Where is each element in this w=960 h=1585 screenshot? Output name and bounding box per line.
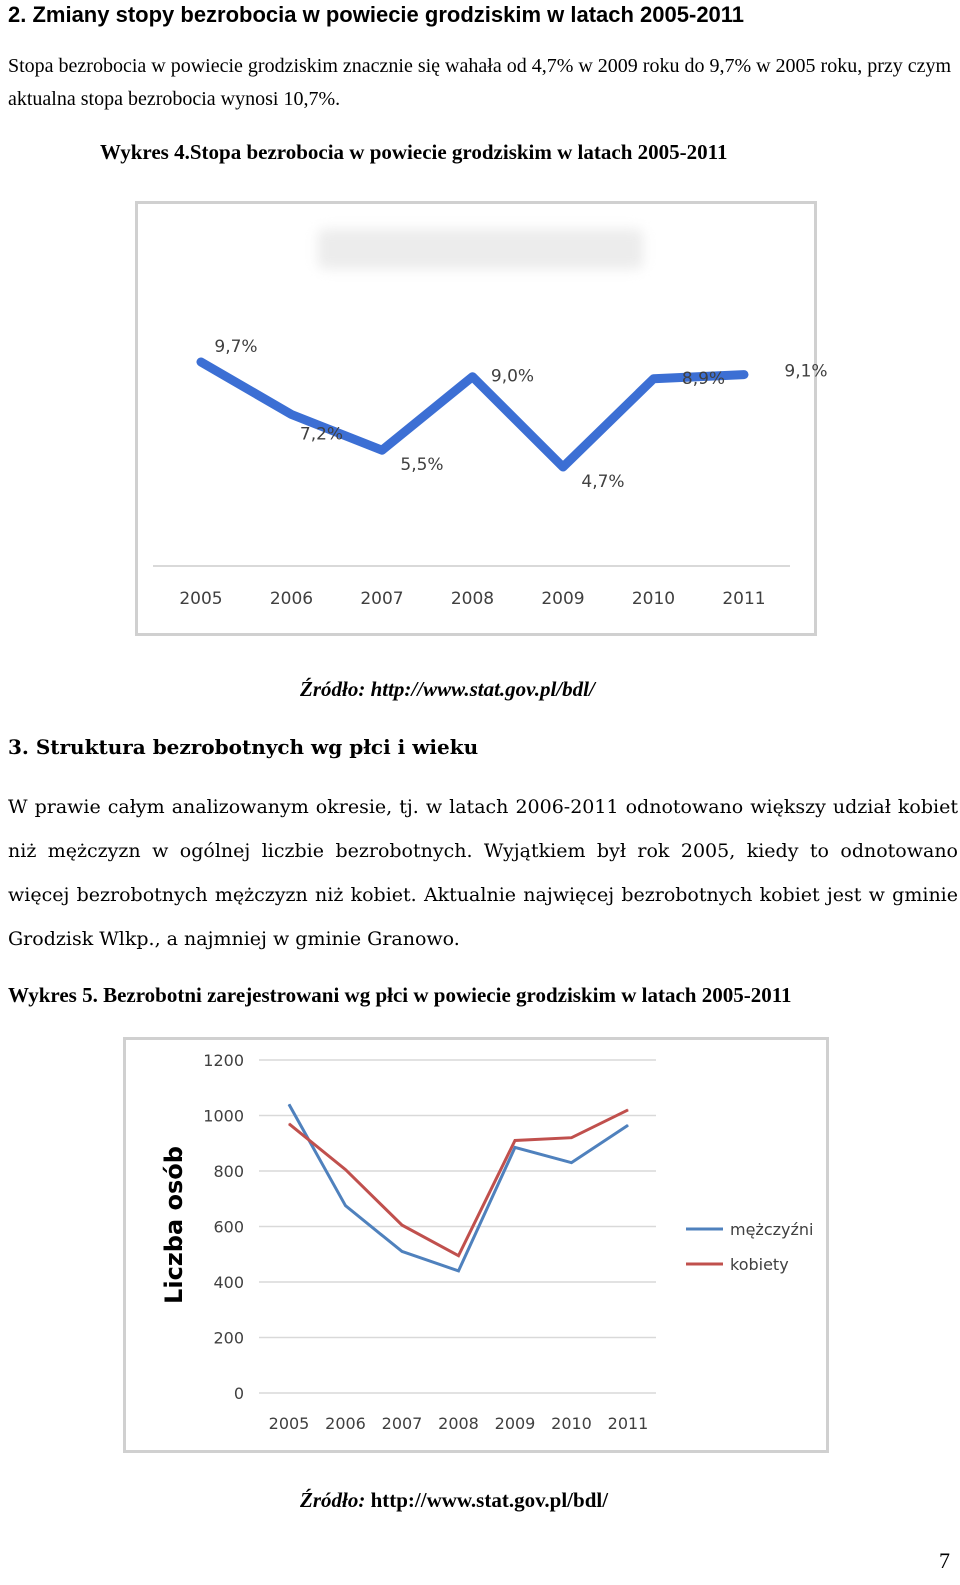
y-tick-label: 1200: [203, 1051, 244, 1070]
y-tick-label: 1000: [203, 1106, 244, 1126]
data-point: [571, 1137, 572, 1138]
x-tick-label: 2008: [450, 589, 495, 609]
chart-5-frame: [123, 1037, 829, 1453]
data-point: [628, 1109, 629, 1110]
data-label: 8,9%: [681, 368, 726, 389]
x-tick-label: 2006: [269, 589, 314, 609]
chart-4-caption: [100, 140, 727, 165]
data-point: [571, 1162, 572, 1163]
legend-label: kobiety: [730, 1255, 789, 1274]
data-point: [289, 1104, 290, 1105]
data-point: [200, 361, 202, 363]
data-point: [458, 1255, 459, 1256]
series-line-women: [289, 1110, 628, 1256]
x-tick-label: 2009: [494, 1414, 536, 1433]
x-tick-label: 2011: [722, 589, 766, 609]
chart-4-svg: [138, 204, 828, 633]
chart-4-caption-label: Wykres 4.: [100, 140, 190, 164]
section-2-paragraph: Stopa bezrobocia w powiecie grodziskim znacznie się wahała od 4,7% w 2009 roku do 9,7% w 2005 roku, przy czym aktualna stopa bezrobocia wynosi 10,7%.: [8, 55, 952, 110]
y-tick-label: 800: [213, 1162, 244, 1181]
section-3-paragraph: W prawie całym analizowanym okresie, tj. w latach 2006-2011 odnotowano większy udział kobiet niż mężczyzn w ogólnej liczbie bezrobotnych. Wyjątkiem był rok 2005, kiedy to odnotowano więcej bezrobotnych mężczyzn niż kobiet. Aktualnie najwięcej bezrobotnych kobiet jest w gminie Grodzisk Wlkp., a najmniej w gminie Granowo.: [8, 796, 958, 950]
x-tick-label: 2010: [551, 1414, 592, 1433]
data-point: [291, 414, 293, 416]
data-point: [289, 1123, 290, 1124]
x-tick-label: 2008: [438, 1414, 479, 1433]
x-tick-label: 2009: [541, 589, 585, 609]
data-point: [402, 1251, 403, 1252]
chart-4-caption-text: Stopa bezrobocia w powiecie grodziskim w latach 2005-2011: [189, 140, 728, 164]
data-point: [345, 1205, 346, 1206]
chart-4-frame: [135, 201, 828, 636]
x-tick-label: 2005: [179, 589, 223, 609]
y-tick-label: 600: [213, 1217, 244, 1237]
data-point: [402, 1225, 403, 1226]
data-point: [515, 1147, 516, 1148]
chart-4-blurred-title: [318, 229, 643, 269]
chart-5-source-url: http://www.stat.gov.pl/bdl/: [365, 1488, 609, 1512]
y-tick-label: 400: [213, 1273, 244, 1292]
section-heading-2: 2. Zmiany stopy bezrobocia w powiecie grodziskim w latach 2005-2011: [8, 2, 745, 27]
data-point: [472, 376, 474, 378]
data-label: 4,7%: [581, 472, 625, 492]
x-tick-label: 2007: [381, 1414, 423, 1433]
data-label: 9,1%: [784, 361, 828, 382]
data-point: [743, 374, 745, 376]
chart-5-source-label: Źródło:: [300, 1488, 366, 1512]
data-point: [562, 466, 564, 468]
data-point: [345, 1169, 346, 1170]
x-tick-label: 2010: [631, 589, 676, 609]
data-label: 9,0%: [490, 366, 535, 387]
data-label: 9,7%: [214, 337, 258, 357]
data-point: [628, 1125, 629, 1126]
chart-5-svg: [126, 1040, 826, 1450]
data-point: [458, 1270, 459, 1271]
chart-4-source: Źródło: http://www.stat.gov.pl/bdl/: [300, 677, 595, 701]
chart-5-caption: Wykres 5. Bezrobotni zarejestrowani wg płci w powiecie grodziskim w latach 2005-2011: [8, 983, 792, 1007]
chart-5-source: [300, 1488, 608, 1513]
y-tick-label: 200: [213, 1328, 244, 1348]
legend-label: mężczyźni: [730, 1220, 814, 1239]
data-label: 5,5%: [400, 455, 444, 476]
x-tick-label: 2011: [607, 1414, 649, 1433]
y-axis-label: Liczba osób: [160, 1146, 188, 1304]
data-label: 7,2%: [299, 424, 344, 445]
data-point: [381, 449, 383, 451]
series-line: [201, 362, 744, 467]
data-point: [653, 378, 655, 380]
x-tick-label: 2007: [360, 589, 404, 609]
data-point: [515, 1140, 516, 1141]
x-tick-label: 2005: [268, 1414, 310, 1433]
series-line-men: [289, 1104, 628, 1271]
section-heading-3: 3. Struktura bezrobotnych wg płci i wieku: [8, 735, 479, 759]
x-tick-label: 2006: [325, 1414, 366, 1433]
y-tick-label: 0: [233, 1384, 244, 1403]
page-number: 7: [939, 1548, 950, 1573]
